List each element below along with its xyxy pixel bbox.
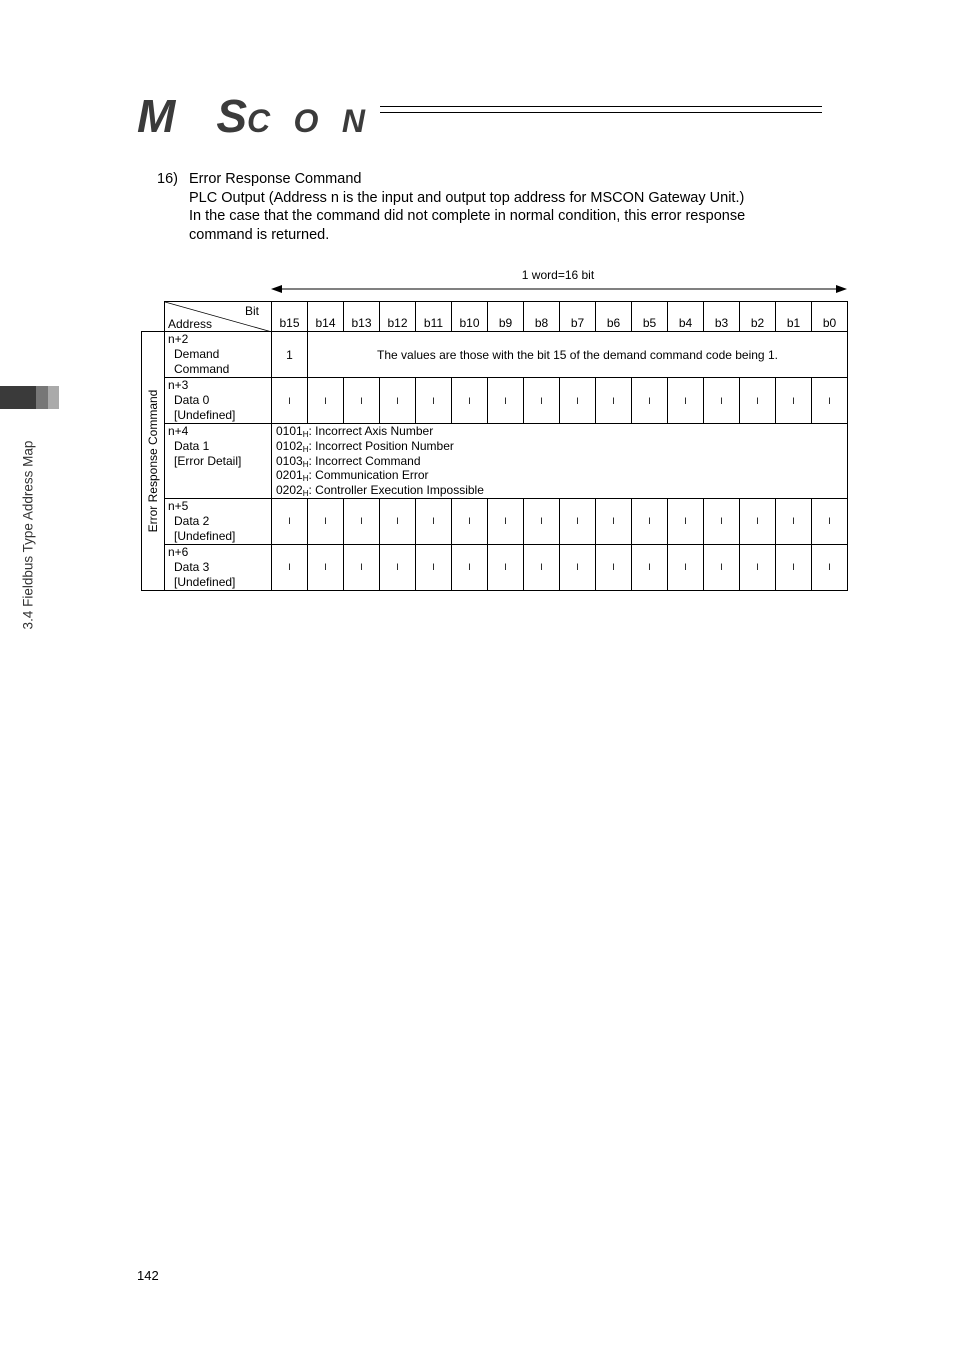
bit-cell: I [740,544,776,590]
error-detail-list [272,424,848,499]
bit-cell: I [380,544,416,590]
bit-cell: I [344,544,380,590]
table-row [142,424,848,499]
bit-cell: I [668,378,704,424]
bit15-value: 1 [272,332,308,378]
bit-cell: I [416,544,452,590]
bit-header: b12 [380,302,416,332]
error-code-item: $0103_H$: Incorrect Command [276,453,421,469]
table-row [142,498,848,544]
svg-text:CON: CON [247,103,365,136]
error-response-table [141,301,848,591]
bit-cell: I [308,544,344,590]
bit-header: b7 [560,302,596,332]
group-label: Error Response Command [146,389,160,533]
svg-text:MS: MS [137,92,245,136]
bit-cell: I [740,498,776,544]
bit-cell: I [812,378,848,424]
bit-axis-label: Bit [244,303,259,318]
bit-header: b4 [668,302,704,332]
bit-cell: I [488,498,524,544]
bit-header: b2 [740,302,776,332]
table-row [142,332,848,378]
demand-note: The values are those with the bit 15 of the demand command code being 1. [308,332,848,378]
address-cell: n+6 Data 3 [Undefined] [165,544,272,590]
header-rule-bottom [380,112,822,113]
bit-cell: I [596,544,632,590]
section-line-4: command is returned. [189,226,330,243]
bit-cell: I [272,378,308,424]
error-code-item: $0102_H$: Incorrect Position Number [276,438,454,454]
bit-cell: I [416,378,452,424]
bit-cell: I [632,378,668,424]
bit-cell: I [776,498,812,544]
bit-cell: I [596,498,632,544]
bit-cell: I [452,498,488,544]
bit-cell: I [524,378,560,424]
section-line-2: PLC Output (Address n is the input and output top address for MSCON Gateway Unit.) [189,189,745,206]
table-row [142,378,848,424]
bit-header: b1 [776,302,812,332]
error-code-item: $0202_H$: Controller Execution Impossible [276,483,484,499]
bit-cell: I [380,378,416,424]
error-code-item: $0101_H$: Incorrect Axis Number [276,424,434,439]
bit-header: b13 [344,302,380,332]
bit-cell: I [632,544,668,590]
bit-cell: I [416,498,452,544]
bit-header: b5 [632,302,668,332]
bit-cell: I [344,498,380,544]
bit-header: b8 [524,302,560,332]
bit-cell: I [596,378,632,424]
bit-header: b6 [596,302,632,332]
section-title: Error Response Command [189,171,362,187]
bit-header: b15 [272,302,308,332]
bit-header: b10 [452,302,488,332]
bit-cell: I [668,498,704,544]
bit-cell: I [704,544,740,590]
bit-cell: I [632,498,668,544]
bit-cell: I [452,544,488,590]
bit-header: b0 [812,302,848,332]
bit-cell: I [488,544,524,590]
bit-cell: I [812,498,848,544]
section-line-3: In the case that the command did not complete in normal condition, this error response [189,208,746,224]
bit-cell: I [488,378,524,424]
bit-cell: I [560,498,596,544]
bit-header: b3 [704,302,740,332]
bit-cell: I [308,498,344,544]
side-tab-marker-light [48,386,59,409]
section-number: 16) [157,171,178,187]
bit-cell: I [452,378,488,424]
bit-cell: I [668,544,704,590]
bit-cell: I [560,378,596,424]
word-size-label: 1 word=16 bit [521,268,595,282]
group-label-cell [142,332,165,591]
bit-cell: I [344,378,380,424]
page-number: 142 [137,1268,159,1283]
header-rule-top [380,106,822,107]
side-tab-marker [0,386,36,409]
address-cell: n+5 Data 2 [Undefined] [165,498,272,544]
bit-cell: I [308,378,344,424]
bit-cell: I [272,498,308,544]
bit-cell: I [740,378,776,424]
mscon-logo [137,92,369,136]
address-axis-label: Address [168,316,213,331]
bit-header: b9 [488,302,524,332]
bit-cell: I [776,378,812,424]
bit-header: b14 [308,302,344,332]
bit-cell: I [560,544,596,590]
bit-cell: I [380,498,416,544]
word-span-arrow [270,282,848,296]
address-cell: n+4 Data 1 [Error Detail] [165,424,272,499]
side-tab-marker-mid [36,386,48,409]
bit-cell: I [812,544,848,590]
address-cell: n+3 Data 0 [Undefined] [165,378,272,424]
table-row [142,544,848,590]
error-code-item: $0201_H$: Communication Error [276,468,429,484]
address-cell: n+2 Demand Command [165,332,272,378]
bit-cell: I [776,544,812,590]
bit-cell: I [524,544,560,590]
header-corner-cell [165,302,272,332]
bit-cell: I [524,498,560,544]
bit-cell: I [704,378,740,424]
bit-header: b11 [416,302,452,332]
bit-cell: I [704,498,740,544]
bit-cell: I [272,544,308,590]
